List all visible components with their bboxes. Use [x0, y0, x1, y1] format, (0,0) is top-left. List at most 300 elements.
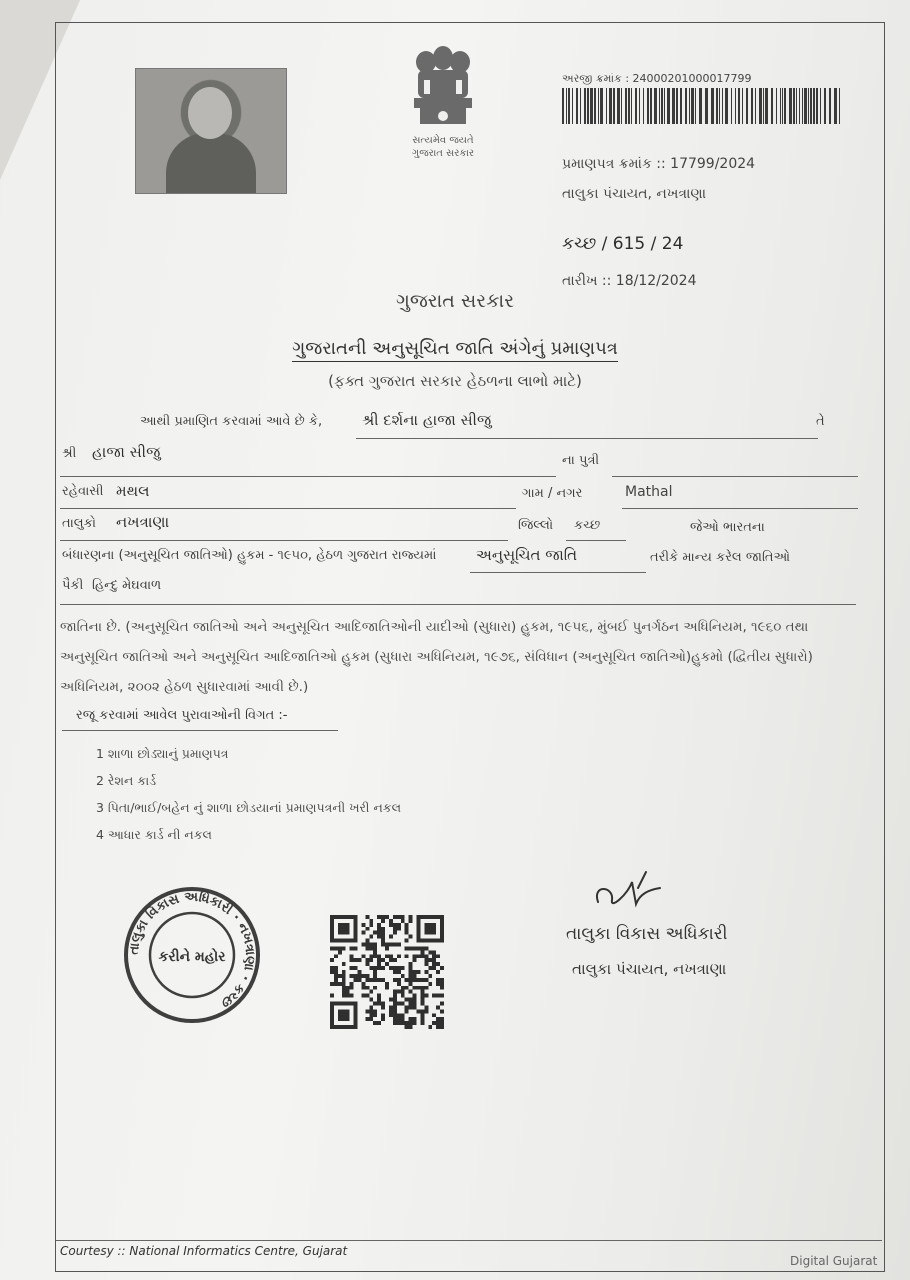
qr-module [381, 958, 385, 962]
qr-module [416, 915, 420, 919]
qr-module [381, 978, 385, 982]
barcode-bar [628, 88, 630, 124]
barcode-bar [746, 88, 748, 124]
barcode-bar [643, 88, 644, 124]
barcode-bar [755, 88, 756, 124]
emblem-caption [385, 134, 501, 160]
qr-module [385, 954, 389, 958]
barcode-bar [664, 88, 665, 124]
barcode-bar [576, 88, 578, 124]
barcode-bar [606, 88, 607, 124]
qr-module [401, 1021, 405, 1025]
barcode-bar [780, 88, 781, 124]
barcode-bar [796, 88, 797, 124]
qr-module [432, 923, 436, 927]
qr-module [354, 927, 358, 931]
qr-module [440, 994, 444, 998]
qr-module [393, 931, 397, 935]
qr-module [373, 974, 377, 978]
footer-divider [56, 1240, 882, 1241]
evidence-heading: રજૂ કરવામાં આવેલ પુરાવાઓની વિગત :- [76, 708, 288, 723]
qr-module [432, 931, 436, 935]
qr-module [330, 1005, 334, 1009]
qr-module [440, 978, 444, 982]
qr-module [420, 990, 424, 994]
qr-module [342, 994, 346, 998]
qr-module [401, 994, 405, 998]
barcode-bar [719, 88, 720, 124]
qr-module [440, 1001, 444, 1005]
qr-module [342, 946, 346, 950]
qr-module [365, 939, 369, 943]
qr-module [416, 970, 420, 974]
signatory-office: તાલુકા પંચાયત, નખત્રાણા [572, 960, 727, 978]
qr-module [350, 974, 354, 978]
qr-module [393, 943, 397, 947]
qr-module [330, 946, 334, 950]
qr-module [416, 931, 420, 935]
qr-module [354, 915, 358, 919]
qr-module [373, 950, 377, 954]
qr-module [330, 915, 334, 919]
qr-module [350, 958, 354, 962]
qr-module [350, 915, 354, 919]
qr-module [424, 1005, 428, 1009]
qr-module [354, 958, 358, 962]
footer-courtesy: Courtesy :: National Informatics Centre, Gujarat [60, 1244, 348, 1258]
qr-module [397, 970, 401, 974]
qr-module [416, 986, 420, 990]
qr-module [393, 966, 397, 970]
resident-underline [60, 508, 516, 509]
qr-module [350, 982, 354, 986]
order-text: બંધારણના (અનુસૂચિત જાતિઓ) હુકમ - ૧૯૫૦, હેઠળ ગુજરાત રાજ્યમાં [62, 548, 437, 563]
qr-module [330, 982, 334, 986]
barcode-bar [834, 88, 837, 124]
qr-module [397, 1021, 401, 1025]
qr-module [350, 1025, 354, 1029]
qr-module [413, 954, 417, 958]
qr-module [436, 982, 440, 986]
qr-module [377, 1001, 381, 1005]
taluka-value: નખત્રાણા [116, 513, 170, 531]
qr-module [354, 1017, 358, 1021]
qr-module [436, 1005, 440, 1009]
qr-module [424, 994, 428, 998]
qr-module [354, 1001, 358, 1005]
emblem-caption-government: ગુજરાત સરકાર [411, 148, 475, 159]
qr-module [405, 931, 409, 935]
barcode-bar [771, 88, 773, 124]
qr-module [432, 1013, 436, 1017]
qr-module [393, 1017, 397, 1021]
issue-date: તારીખ :: 18/12/2024 [562, 273, 697, 289]
barcode-bar [751, 88, 753, 124]
qr-module [389, 1013, 393, 1017]
qr-module [330, 927, 334, 931]
qr-module [369, 1017, 373, 1021]
qr-module [424, 986, 428, 990]
qr-module [338, 1001, 342, 1005]
qr-module [354, 974, 358, 978]
qr-module [397, 1017, 401, 1021]
handwritten-reference: કચ્છ / 615 / 24 [562, 234, 684, 254]
qr-module [397, 954, 401, 958]
qr-module [377, 958, 381, 962]
qr-module [342, 982, 346, 986]
barcode-bar [763, 88, 764, 124]
qr-module [397, 927, 401, 931]
qr-module [397, 1013, 401, 1017]
qr-module [377, 994, 381, 998]
qr-module [346, 1013, 350, 1017]
qr-module [424, 927, 428, 931]
qr-module [342, 931, 346, 935]
qr-module [432, 966, 436, 970]
qr-module [338, 1013, 342, 1017]
qr-module [365, 943, 369, 947]
qr-module [389, 966, 393, 970]
qr-module [440, 1017, 444, 1021]
qr-module [405, 954, 409, 958]
qr-module [397, 943, 401, 947]
barcode-bar [647, 88, 649, 124]
barcode-bar [667, 88, 670, 124]
barcode-bar [566, 88, 567, 124]
qr-module [361, 982, 365, 986]
qr-module [413, 958, 417, 962]
qr-module [389, 998, 393, 1002]
qr-module [397, 978, 401, 982]
qr-module [401, 1001, 405, 1005]
qr-module [381, 1017, 385, 1021]
qr-module [389, 958, 393, 962]
qr-module [346, 986, 350, 990]
qr-module [334, 978, 338, 982]
qr-module [416, 927, 420, 931]
qr-module [342, 1009, 346, 1013]
qr-module [381, 931, 385, 935]
qr-module [338, 931, 342, 935]
qr-module [342, 974, 346, 978]
qr-module [409, 1001, 413, 1005]
qr-module [338, 974, 342, 978]
qr-module [436, 954, 440, 958]
qr-module [416, 935, 420, 939]
qr-module [369, 946, 373, 950]
qr-module [401, 966, 405, 970]
qr-module [409, 1025, 413, 1029]
qr-module [365, 1009, 369, 1013]
barcode-bar [568, 88, 570, 124]
qr-module [401, 974, 405, 978]
state-emblem-icon [398, 40, 488, 130]
qr-module [373, 946, 377, 950]
qr-module [440, 986, 444, 990]
qr-module [405, 1025, 409, 1029]
qr-module [330, 919, 334, 923]
qr-module [330, 935, 334, 939]
qr-module [361, 974, 365, 978]
qr-module [354, 978, 358, 982]
official-seal-stamp [122, 885, 262, 1025]
barcode-bar [613, 88, 615, 124]
qr-module [354, 966, 358, 970]
qr-module [369, 958, 373, 962]
qr-module [338, 923, 342, 927]
barcode-bar [580, 88, 581, 124]
barcode-bar [685, 88, 687, 124]
qr-module [424, 923, 428, 927]
qr-module [440, 1025, 444, 1029]
barcode-icon [562, 88, 844, 124]
qr-module [424, 954, 428, 958]
qr-module [413, 986, 417, 990]
barcode-bar [824, 88, 826, 124]
barcode-bar [672, 88, 675, 124]
qr-module [393, 1001, 397, 1005]
qr-module [361, 923, 365, 927]
qr-module [405, 986, 409, 990]
qr-module [350, 986, 354, 990]
qr-module [330, 1017, 334, 1021]
qr-module [409, 998, 413, 1002]
evidence-list [96, 740, 401, 848]
qr-module [350, 939, 354, 943]
barcode-bar [587, 88, 589, 124]
qr-module [420, 915, 424, 919]
qr-module [436, 1025, 440, 1029]
qr-module [409, 962, 413, 966]
barcode-bar [676, 88, 678, 124]
barcode-bar [635, 88, 637, 124]
qr-module [405, 923, 409, 927]
qr-module [381, 1001, 385, 1005]
qr-module [420, 986, 424, 990]
category-underline [470, 572, 646, 573]
qr-module [358, 974, 362, 978]
barcode-bar [590, 88, 593, 124]
qr-module [416, 954, 420, 958]
qr-module [428, 931, 432, 935]
qr-module [393, 978, 397, 982]
qr-module [393, 1009, 397, 1013]
resident-value: મથલ [116, 482, 150, 500]
qr-module [440, 927, 444, 931]
signatory-designation: તાલુકા વિકાસ અધિકારી [566, 924, 728, 944]
barcode-bar [699, 88, 702, 124]
qr-module [334, 966, 338, 970]
qr-module [405, 927, 409, 931]
qr-module [358, 970, 362, 974]
qr-module [350, 966, 354, 970]
barcode-bar [808, 88, 809, 124]
qr-module [409, 935, 413, 939]
qr-module [440, 982, 444, 986]
qr-module [397, 923, 401, 927]
evidence-underline [62, 730, 338, 731]
qr-module [393, 915, 397, 919]
stamp-center-text: કરીને મહોર [158, 949, 226, 965]
qr-module [338, 915, 342, 919]
qr-module [393, 927, 397, 931]
evidence-item: 1 શાળા છોડ્યાનું પ્રમાણપત્ર [96, 746, 229, 761]
qr-module [413, 1001, 417, 1005]
barcode-bar [695, 88, 696, 124]
qr-module [413, 946, 417, 950]
qr-module [424, 962, 428, 966]
qr-module [369, 935, 373, 939]
barcode-bar [689, 88, 690, 124]
qr-module [416, 923, 420, 927]
father-name: હાજા સીજુ [92, 443, 161, 461]
qr-module [420, 998, 424, 1002]
qr-module [409, 970, 413, 974]
emblem-caption-motto: સત્યમેવ જયતે [412, 135, 474, 146]
qr-module [350, 946, 354, 950]
qr-module [354, 1021, 358, 1025]
qr-module [385, 982, 389, 986]
applicant-name: શ્રી દર્શના હાજા સીજુ [362, 411, 492, 429]
qr-module [428, 1025, 432, 1029]
qr-module [334, 954, 338, 958]
qr-module [436, 1017, 440, 1021]
qr-module [385, 946, 389, 950]
qr-module [365, 986, 369, 990]
qr-module [381, 943, 385, 947]
barcode-bar [659, 88, 660, 124]
qr-module [440, 923, 444, 927]
relation-label: ના પુત્રી [562, 453, 600, 468]
qr-module [420, 994, 424, 998]
qr-module [361, 986, 365, 990]
qr-module [330, 1013, 334, 1017]
relation-underline [612, 476, 858, 477]
qr-module [381, 935, 385, 939]
footer-watermark: Digital Gujarat [790, 1254, 878, 1268]
qr-module [381, 1013, 385, 1017]
barcode-bar [810, 88, 812, 124]
qr-module [397, 1001, 401, 1005]
qr-module [440, 1021, 444, 1025]
barcode-bar [680, 88, 682, 124]
qr-module [424, 931, 428, 935]
photo-face [188, 87, 232, 139]
qr-module [365, 994, 369, 998]
qr-module [377, 966, 381, 970]
qr-module [393, 994, 397, 998]
qr-module [346, 931, 350, 935]
qr-module [393, 1021, 397, 1025]
qr-module [365, 946, 369, 950]
qr-module [346, 939, 350, 943]
qr-module [428, 958, 432, 962]
barcode-bar [572, 88, 573, 124]
barcode-bar [793, 88, 795, 124]
barcode-bar [691, 88, 694, 124]
qr-module [385, 943, 389, 947]
qr-module [342, 1017, 346, 1021]
barcode-bar [776, 88, 777, 124]
qr-module [373, 1001, 377, 1005]
barcode-bar [759, 88, 762, 124]
barcode-bar [621, 88, 622, 124]
certificate-subtitle: (ફક્ત ગુજરાત સરકાર હેઠળના લાભો માટે) [328, 372, 582, 390]
qr-module [373, 954, 377, 958]
qr-module [413, 998, 417, 1002]
issuing-office: તાલુકા પંચાયત, નખત્રાણા [562, 186, 707, 202]
qr-module [350, 1001, 354, 1005]
qr-module [369, 966, 373, 970]
qr-module [389, 919, 393, 923]
barcode-bar [661, 88, 663, 124]
qr-module [420, 978, 424, 982]
qr-module [373, 970, 377, 974]
qr-module [346, 1025, 350, 1029]
qr-module [346, 1017, 350, 1021]
barcode-bar [725, 88, 728, 124]
qr-module [420, 954, 424, 958]
barcode-bar [742, 88, 743, 124]
qr-module [420, 939, 424, 943]
caste-prefix: પૈકી [62, 578, 84, 593]
qr-module [432, 950, 436, 954]
qr-module [334, 946, 338, 950]
qr-module [401, 915, 405, 919]
qr-module [428, 982, 432, 986]
barcode-bar [829, 88, 831, 124]
qr-module [342, 970, 346, 974]
barcode-bar [598, 88, 599, 124]
qr-module [428, 939, 432, 943]
barcode-bar [639, 88, 640, 124]
district-label: જિલ્લો [518, 518, 554, 533]
barcode-bar [594, 88, 596, 124]
qr-module [330, 958, 334, 962]
qr-module [377, 1021, 381, 1025]
qr-module [338, 927, 342, 931]
qr-module [401, 986, 405, 990]
qr-module [358, 978, 362, 982]
qr-module [330, 970, 334, 974]
qr-module [381, 927, 385, 931]
qr-module [389, 1005, 393, 1009]
qr-module [361, 931, 365, 935]
qr-module [413, 1005, 417, 1009]
qr-module [330, 994, 334, 998]
qr-module [373, 1021, 377, 1025]
qr-module [369, 998, 373, 1002]
qr-module [377, 935, 381, 939]
barcode-bar [735, 88, 736, 124]
qr-module [369, 990, 373, 994]
qr-module [338, 950, 342, 954]
qr-module [373, 978, 377, 982]
qr-module [409, 946, 413, 950]
category-value: અનુસૂચિત જાતિ [476, 546, 578, 564]
qr-module [405, 1005, 409, 1009]
qr-module [409, 974, 413, 978]
qr-module [377, 927, 381, 931]
qr-module [334, 982, 338, 986]
qr-module [432, 927, 436, 931]
qr-module [432, 958, 436, 962]
barcode-bar [609, 88, 612, 124]
order-suffix: તરીકે માન્ય કરેલ જાતિઓ [650, 550, 791, 565]
qr-module [432, 915, 436, 919]
qr-module [440, 915, 444, 919]
qr-module [354, 923, 358, 927]
